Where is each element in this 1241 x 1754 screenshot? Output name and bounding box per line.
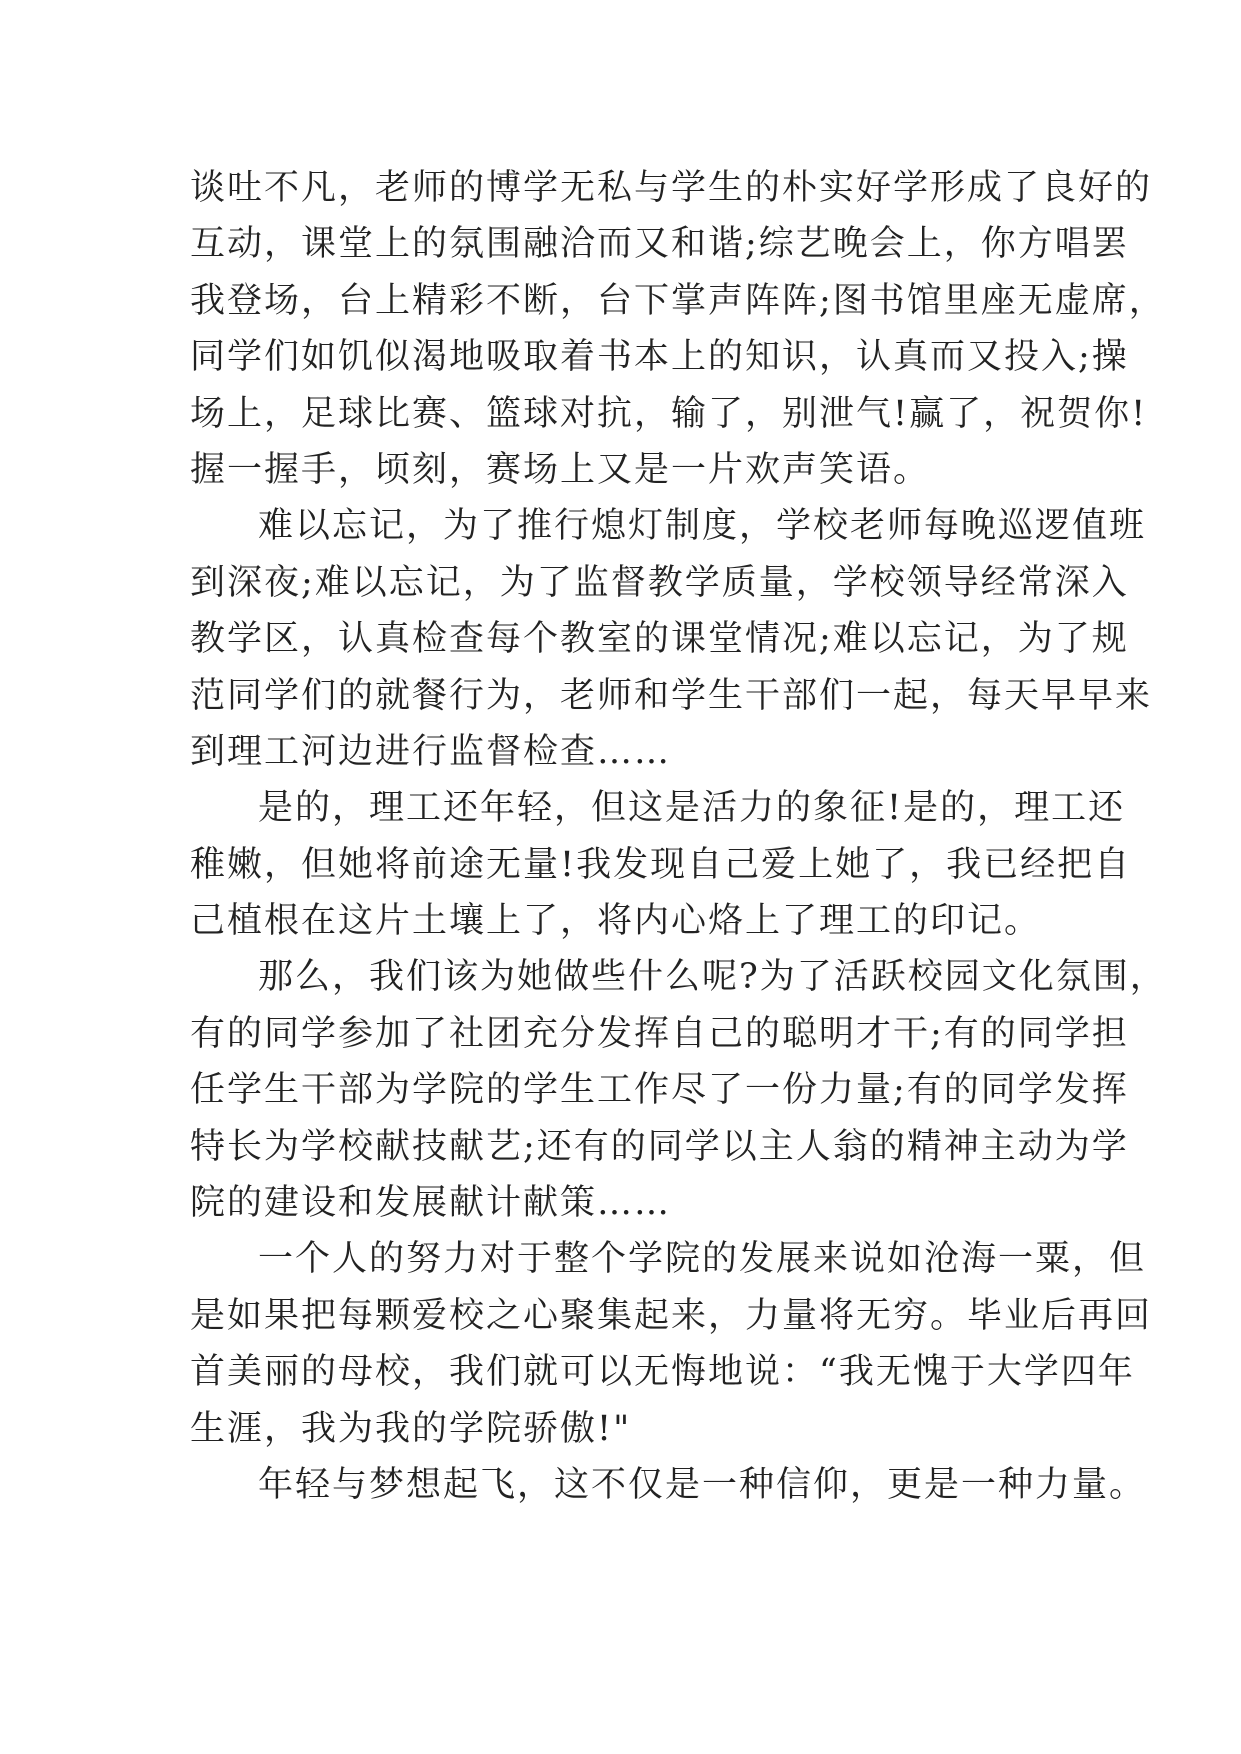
paragraph-first-line: 一个人的努力对于整个学院的发展来说如沧海一粟，但 xyxy=(258,1239,1147,1280)
text-line: 到深夜;难以忘记，为了监督教学质量，学校领导经常深入 xyxy=(190,562,1129,603)
text-line: 谈吐不凡，老师的博学无私与学生的朴实好学形成了良好的 xyxy=(190,168,1153,208)
document-body xyxy=(190,160,1167,1513)
text-line: 场上，足球比赛、篮球对抗，输了，别泄气!赢了，祝贺你! xyxy=(190,393,1148,434)
text-line: 互动，课堂上的氛围融洽而又和谐;综艺晚会上，你方唱罢 xyxy=(190,224,1129,265)
paragraph-first-line: 那么，我们该为她做些什么呢?为了活跃校园文化氛围， xyxy=(258,957,1167,998)
text-line: 生涯，我为我的学院骄傲!" xyxy=(190,1408,632,1449)
text-line: 特长为学校献技献艺;还有的同学以主人翁的精神主动为学 xyxy=(190,1126,1129,1167)
text-line: 任学生干部为学院的学生工作尽了一份力量;有的同学发挥 xyxy=(190,1070,1129,1111)
text-line: 稚嫩，但她将前途无量!我发现自己爱上她了，我已经把自 xyxy=(190,844,1132,885)
paragraph-first-line: 年轻与梦想起飞，这不仅是一种信仰，更是一种力量。 xyxy=(258,1464,1147,1505)
text-line: 范同学们的就餐行为，老师和学生干部们一起，每天早早来 xyxy=(190,675,1153,716)
text-line: 握一握手，顷刻，赛场上又是一片欢声笑语。 xyxy=(190,449,931,490)
text-line: 己植根在这片土壤上了，将内心烙上了理工的印记。 xyxy=(190,901,1042,942)
text-line: 是如果把每颗爱校之心聚集起来，力量将无穷。毕业后再回 xyxy=(190,1295,1153,1336)
paragraph-first-line: 难以忘记，为了推行熄灯制度，学校老师每晚巡逻值班 xyxy=(258,506,1147,547)
text-line: 有的同学参加了社团充分发挥自己的聪明才干;有的同学担 xyxy=(190,1013,1129,1054)
text-line: 教学区，认真检查每个教室的课堂情况;难以忘记，为了规 xyxy=(190,619,1129,660)
paragraph-first-line: 是的，理工还年轻，但这是活力的象征!是的，理工还 xyxy=(258,788,1126,829)
text-line: 首美丽的母校，我们就可以无悔地说：“我无愧于大学四年 xyxy=(190,1352,1135,1393)
text-line: 同学们如饥似渴地吸取着书本上的知识，认真而又投入;操 xyxy=(190,337,1129,378)
text-line: 我登场，台上精彩不断，台下掌声阵阵;图书馆里座无虚席， xyxy=(190,280,1166,321)
text-line: 到理工河边进行监督检查…… xyxy=(190,731,672,772)
text-line: 院的建设和发展献计献策…… xyxy=(190,1183,672,1224)
